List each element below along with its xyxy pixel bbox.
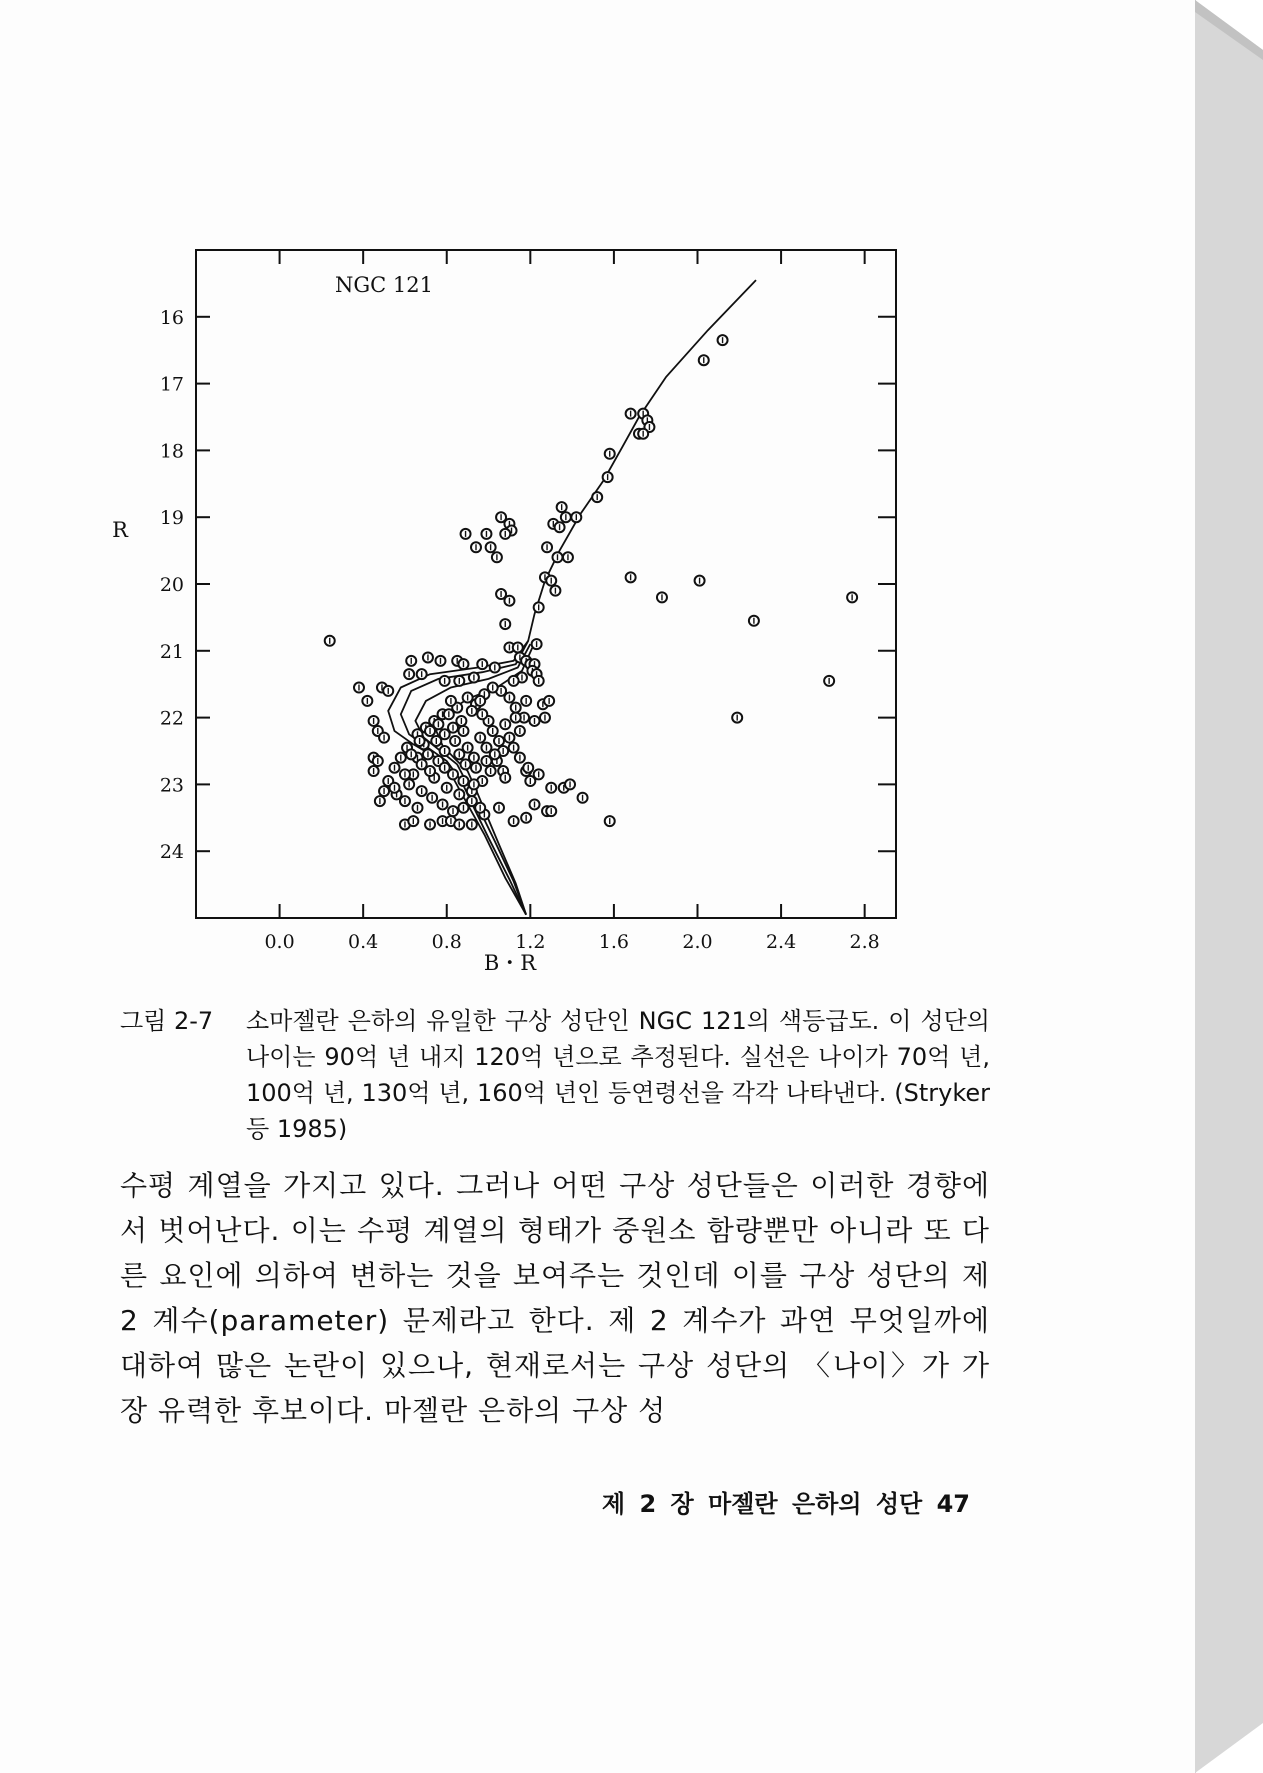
y-tick-label: 16 bbox=[159, 306, 184, 329]
y-tick-label: 21 bbox=[159, 640, 184, 663]
y-tick-label: 19 bbox=[159, 507, 184, 530]
y-tick-label: 17 bbox=[159, 373, 184, 396]
x-tick-label: 0.8 bbox=[431, 931, 462, 953]
y-tick-label: 22 bbox=[159, 707, 184, 730]
x-tick-label: 2.0 bbox=[682, 931, 713, 953]
figure-caption-label: 그림 2-7 bbox=[120, 1007, 214, 1035]
y-tick-label: 23 bbox=[159, 774, 184, 797]
running-footer bbox=[600, 1484, 970, 1519]
x-tick-label: 2.4 bbox=[765, 931, 797, 953]
y-tick-label: 20 bbox=[159, 574, 184, 596]
y-axis-label: R bbox=[112, 518, 128, 542]
page-number: 47 bbox=[936, 1490, 970, 1518]
x-tick-label: 1.6 bbox=[598, 931, 630, 953]
y-tick-label: 18 bbox=[159, 440, 184, 463]
color-magnitude-diagram bbox=[100, 230, 1000, 990]
figure-caption-text: 소마젤란 은하의 유일한 구상 성단인 NGC 121의 색등급도. 이 성단의 나이는 90억 년 내지 120억 년으로 추정된다. 실선은 나이가 70억 년, 100억 년, 130억 년, 160억 년인 등연령선을 각각 나타낸다. (Stryker 등 1985) bbox=[246, 1007, 990, 1143]
x-tick-label: 1.2 bbox=[515, 931, 546, 953]
chart-title: NGC 121 bbox=[335, 273, 433, 297]
footer-chapter: 제 2 장 bbox=[601, 1490, 694, 1518]
footer-title: 마젤란 은하의 성단 bbox=[708, 1490, 923, 1518]
x-tick-label: 0.0 bbox=[264, 931, 295, 953]
x-axis-label: B・R bbox=[483, 951, 537, 975]
figure-caption bbox=[120, 1003, 990, 1147]
page-edge-shading bbox=[1195, 0, 1263, 1773]
y-tick-label: 24 bbox=[159, 841, 184, 864]
plot-frame bbox=[196, 250, 896, 918]
x-tick-label: 2.8 bbox=[849, 931, 880, 953]
body-paragraph: 수평 계열을 가지고 있다. 그러나 어떤 구상 성단들은 이러한 경향에서 벗어난다. 이는 수평 계열의 형태가 중원소 함량뿐만 아니라 또 다른 요인에 의하여 변하는 것을 보여주는 것인데 이를 구상 성단의 제 2 계수(parameter) 문제라고 한다. 제 2 계수가 과연 무엇일까에 대하여 많은 논란이 있으나, 현재로서는 구상 성단의 〈나이〉가 가장 유력한 후보이다. 마젤란 은하의 구상 성 bbox=[120, 1169, 990, 1427]
x-tick-label: 0.4 bbox=[348, 931, 379, 953]
